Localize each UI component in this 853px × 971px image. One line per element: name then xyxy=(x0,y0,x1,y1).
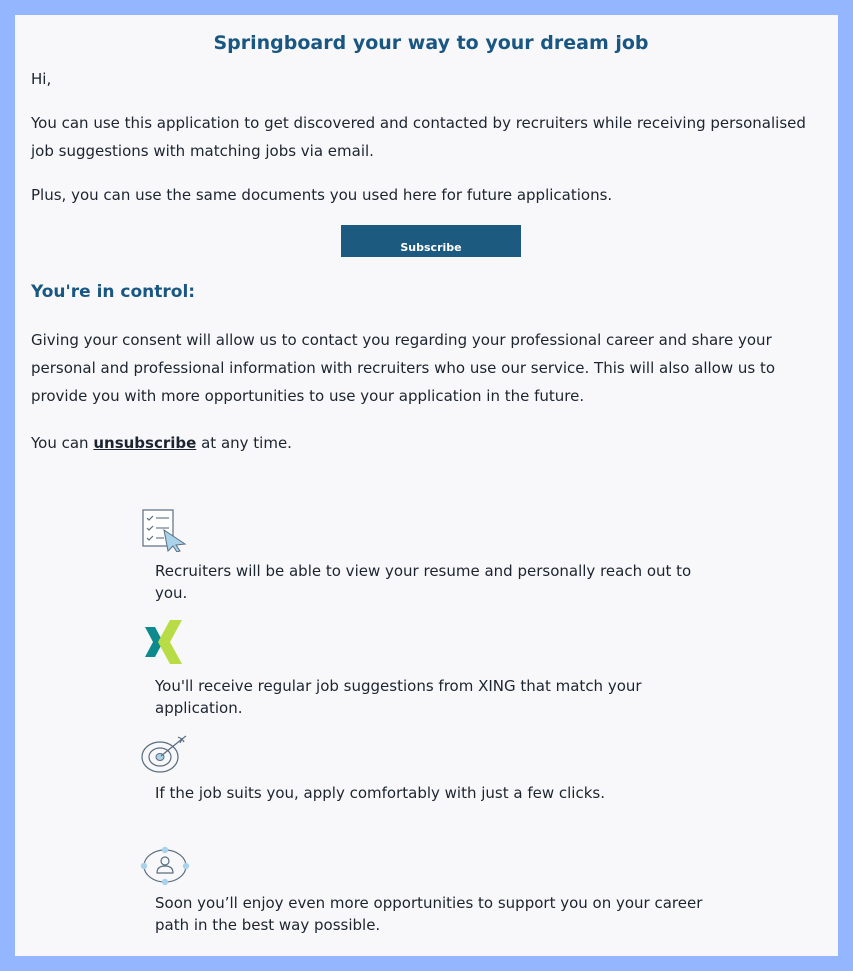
email-title: Springboard your way to your dream job xyxy=(213,32,649,54)
feature-text-resume: Recruiters will be able to view your resume and personally reach out to you. xyxy=(155,562,692,602)
user-network-icon xyxy=(140,844,192,892)
consent-paragraph: Giving your consent will allow us to contact you regarding your professional career and share your personal and professional information with recruiters who use our service. This will also allow us to provide you with more opportunities to use your application in the future. xyxy=(31,331,776,405)
unsubscribe-link[interactable]: unsubscribe xyxy=(93,434,197,452)
unsubscribe-paragraph xyxy=(31,429,831,457)
intro-paragraph: You can use this application to get discovered and contacted by recruiters while receiving personalised job suggestions with matching jobs via email. xyxy=(31,114,806,160)
feature-text-apply: If the job suits you, apply comfortably with just a few clicks. xyxy=(155,784,605,802)
documents-note: Plus, you can use the same documents you used here for future applications. xyxy=(31,186,613,204)
email-card xyxy=(15,15,838,956)
feature-text-xing: You'll receive regular job suggestions from XING that match your application. xyxy=(155,677,642,717)
control-heading: You're in control: xyxy=(31,282,196,302)
greeting: Hi, xyxy=(31,70,52,88)
unsubscribe-prefix: You can xyxy=(31,434,94,452)
xing-logo-icon xyxy=(140,618,186,670)
checklist-cursor-icon xyxy=(140,508,188,556)
feature-text-opportunities: Soon you’ll enjoy even more opportunities to support you on your career path in the best way possible. xyxy=(155,894,703,934)
unsubscribe-suffix: at any time. xyxy=(196,434,292,452)
target-arrow-icon xyxy=(140,733,190,781)
subscribe-button[interactable]: Subscribe xyxy=(341,225,521,257)
